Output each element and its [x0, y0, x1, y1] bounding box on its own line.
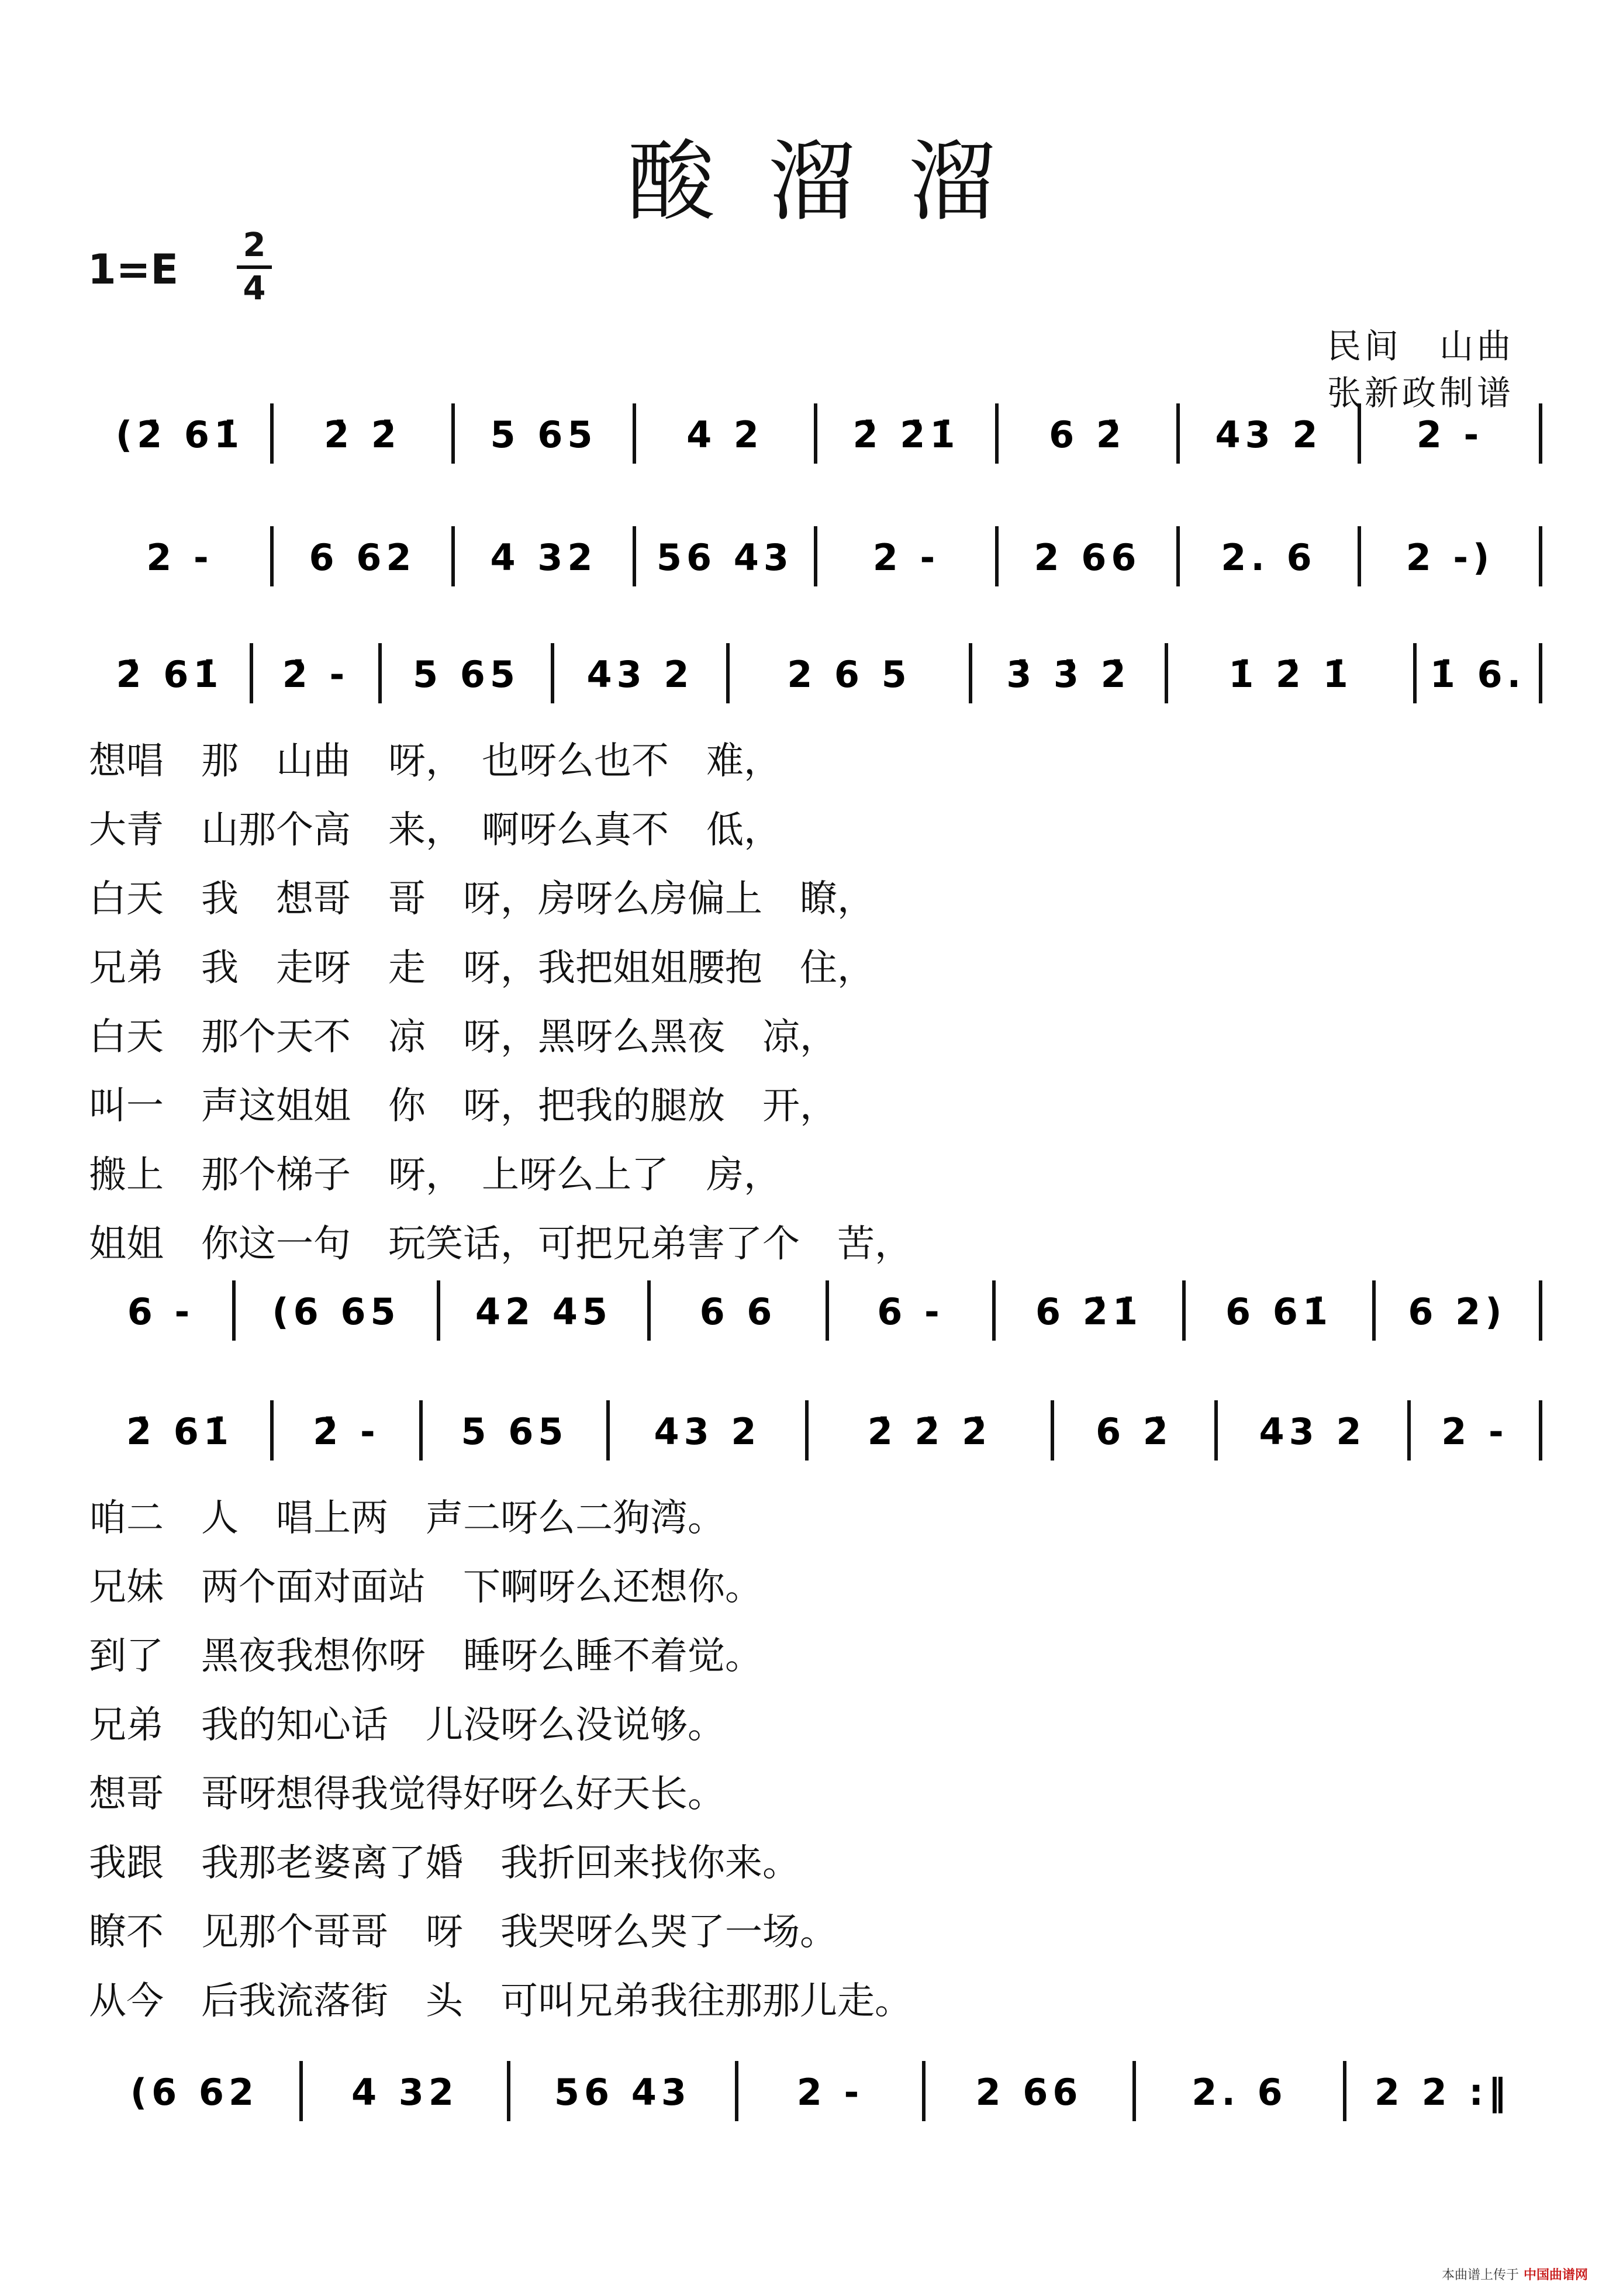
- lyric-line: 兄妹 两个面对面站 下啊呀么还想你。: [89, 1566, 762, 1609]
- lyric-line: 瞭不 见那个哥哥 呀 我哭呀么哭了一场。: [89, 1911, 837, 1954]
- credit-origin: 民间 山曲: [1327, 326, 1515, 366]
- lyric-line: 咱二 人 唱上两 声二呀么二狗湾。: [89, 1497, 725, 1540]
- measure-notes: 2 66: [975, 2071, 1083, 2114]
- measure-notes: 43 2: [1259, 1410, 1366, 1453]
- measure-notes: 6 2): [1408, 1290, 1507, 1333]
- measure-notes: 5 65: [490, 413, 598, 456]
- score-system: [146, 526, 1541, 586]
- lyric-line: 叫一 声这姐姐 你 呀，把我的腿放 开，: [89, 1085, 837, 1128]
- measure-notes: 2̇ -: [313, 1410, 380, 1453]
- measure-notes: (6 62: [130, 2071, 259, 2114]
- score-system: [116, 403, 1541, 464]
- measure-notes: 6 2̇1̇: [1035, 1290, 1143, 1333]
- time-signature-top: 2: [243, 226, 266, 264]
- lyric-line: 白天 那个天不 凉 呀，黑呀么黑夜 凉，: [89, 1016, 837, 1059]
- lyric-line: 大青 山那个高 来， 啊呀么真不 低，: [89, 809, 781, 852]
- measure-notes: 2 6 5: [787, 653, 911, 696]
- measure-notes: 2 -: [1416, 413, 1484, 456]
- measure-notes: 2 -: [796, 2071, 864, 2114]
- lyric-line: 从今 后我流落街 头 可叫兄弟我往那那儿走。: [89, 1980, 912, 2023]
- upload-credit-text: 本曲谱上传于: [1441, 2268, 1519, 2283]
- measure-notes: 6 2̇: [1096, 1410, 1173, 1453]
- measure-notes: 2 -: [1441, 1410, 1508, 1453]
- measure-notes: 56 43: [656, 536, 794, 579]
- measure-notes: 2. 6: [1221, 536, 1317, 579]
- measure-notes: 6 6: [699, 1290, 777, 1333]
- measure-notes: 2 -: [872, 536, 940, 579]
- credit-arranger: 张新政制谱: [1327, 373, 1515, 413]
- key-signature: 1=E: [88, 246, 179, 294]
- upload-credit: [1442, 2265, 1588, 2283]
- lyric-line: 搬上 那个梯子 呀， 上呀么上了 房，: [89, 1154, 781, 1197]
- measure-notes: 43 2: [586, 653, 694, 696]
- measure-notes: 2̇ 2̇ 2̇: [867, 1410, 992, 1453]
- measure-notes: 1̇ 6.: [1429, 653, 1526, 696]
- measure-notes: 2̇ 2̇1̇: [852, 413, 960, 456]
- time-signature-bottom: 4: [243, 270, 266, 308]
- lyric-line: 姐姐 你这一句 玩笑话，可把兄弟害了个 苦，: [89, 1223, 912, 1266]
- score-system: [126, 1400, 1541, 1461]
- measure-notes: 43 2: [654, 1410, 761, 1453]
- page-title: 酸溜溜: [627, 132, 1048, 233]
- measure-notes: 1̇ 2̇ 1̇: [1228, 653, 1353, 696]
- measure-notes: 2. 6: [1192, 2071, 1287, 2114]
- measure-notes: 2̇ 2̇: [324, 413, 401, 456]
- measure-notes: 42 45: [475, 1290, 613, 1333]
- measure-notes: (2̇ 61̇: [115, 413, 244, 456]
- measure-notes: 4 2: [686, 413, 764, 456]
- measure-notes: 6 61̇: [1225, 1290, 1333, 1333]
- site-name: 中国曲谱网: [1523, 2268, 1588, 2283]
- measure-notes: 5 65: [461, 1410, 568, 1453]
- measure-notes: 2̇ 61̇: [116, 653, 223, 696]
- measure-notes: 6 2̇: [1049, 413, 1126, 456]
- lyric-line: 兄弟 我 走呀 走 呀，我把姐姐腰抱 住，: [89, 947, 875, 990]
- lyric-line: 白天 我 想哥 哥 呀，房呀么房偏上 瞭，: [89, 878, 875, 921]
- lyric-line: 到了 黑夜我想你呀 睡呀么睡不着觉。: [89, 1635, 762, 1678]
- measure-notes: 2 -: [146, 536, 213, 579]
- lyric-line: 想唱 那 山曲 呀， 也呀么也不 难，: [89, 740, 781, 783]
- measure-notes: 4 32: [490, 536, 598, 579]
- measure-notes: 6 62: [309, 536, 416, 579]
- measure-notes: 3̇ 3̇ 2̇: [1006, 653, 1131, 696]
- measure-notes: 43 2: [1215, 413, 1322, 456]
- measure-notes: 6 -: [127, 1290, 195, 1333]
- measure-notes: 56 43: [554, 2071, 692, 2114]
- measure-notes: 2 2 :‖: [1374, 2071, 1511, 2114]
- measure-notes: 2̇ 61̇: [126, 1410, 234, 1453]
- score-system: [116, 643, 1541, 703]
- measure-notes: 5 65: [412, 653, 520, 696]
- measure-notes: 2 66: [1034, 536, 1141, 579]
- measure-notes: 4 32: [351, 2071, 459, 2114]
- measure-notes: 2 -): [1406, 536, 1494, 579]
- score-system: [127, 1280, 1541, 1341]
- lyric-line: 我跟 我那老婆离了婚 我折回来找你来。: [89, 1842, 800, 1885]
- measure-notes: (6 65: [272, 1290, 400, 1333]
- lyric-line: 想哥 哥呀想得我觉得好呀么好天长。: [89, 1773, 725, 1816]
- measure-notes: 6 -: [877, 1290, 944, 1333]
- measure-notes: 2̇ -: [282, 653, 350, 696]
- score-system: [130, 2061, 1511, 2121]
- lyric-line: 兄弟 我的知心话 儿没呀么没说够。: [89, 1704, 725, 1747]
